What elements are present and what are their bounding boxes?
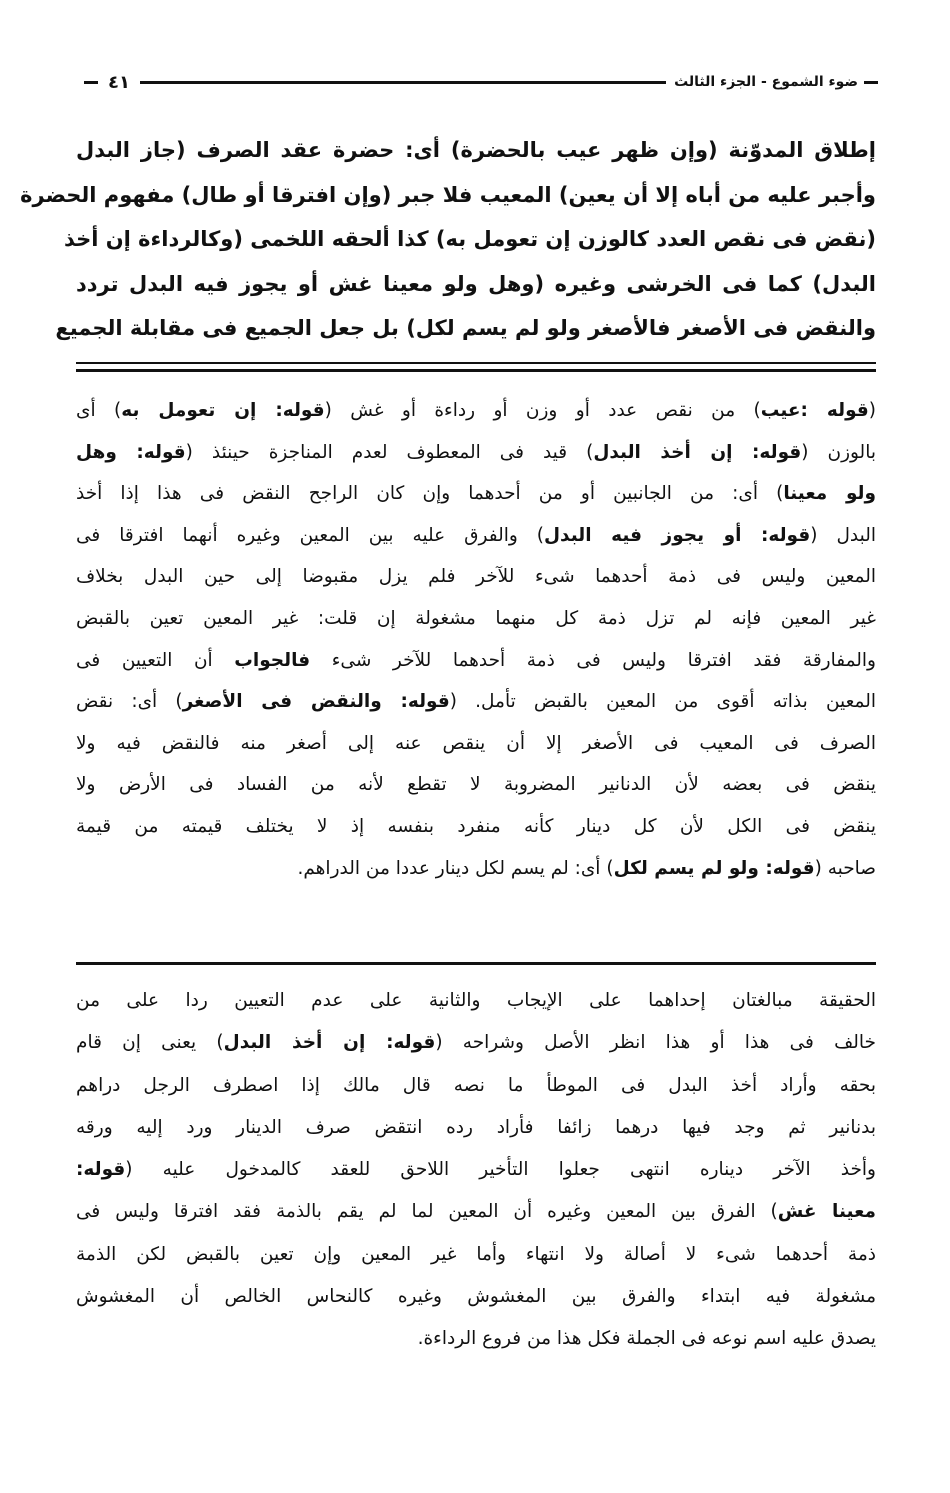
header-rule	[140, 81, 666, 84]
text-line	[76, 556, 876, 598]
bold-quote: قوله: إن أخذ البدل	[223, 1032, 436, 1054]
bold-quote: قوله: وهل	[76, 441, 186, 463]
header-dash	[84, 81, 98, 84]
text-segment: ) قيد فى المعطوف لعدم المناجزة حينئذ (	[185, 441, 594, 463]
text-segment: بحقه وأراد أخذ البدل فى الموطأ ما نصه قال مالك إذا اصطرف الرجل دراهم	[76, 1074, 876, 1096]
text-line	[76, 806, 876, 848]
text-segment: ) والفرق عليه بين المعين وغيره أنهما افترقا فى	[76, 524, 544, 546]
bold-quote: قوله:	[76, 1159, 126, 1181]
text-line	[76, 1149, 876, 1191]
text-segment: الحقيقة مبالغتان إحداهما على الإيجاب والثانية على عدم التعيين ردا على من	[76, 990, 876, 1011]
text-line	[76, 128, 876, 173]
bold-quote: قوله: إن تعومل به	[121, 400, 325, 421]
footnote-text	[76, 980, 876, 1361]
text-segment: خالف فى هذا أو هذا انظر الأصل وشراحه (	[435, 1032, 876, 1054]
text-segment: إطلاق المدوّنة (وإن ظهر عيب بالحضرة) أى: حضرة عقد الصرف (جاز البدل	[76, 138, 876, 162]
text-line	[63, 217, 876, 262]
footnote-separator	[76, 962, 876, 965]
text-segment: المعين بذاته أقوى من المعين بالقبض تأمل. (	[449, 691, 877, 713]
bold-quote: قوله :عيب	[760, 400, 869, 421]
bold-quote: قوله: أو يجوز فيه البدل	[544, 524, 811, 546]
header-dash	[864, 81, 878, 84]
commentary-text	[76, 390, 876, 889]
text-segment: (نقض فى نقص العدد كالوزن إن تعومل به) كذا ألحقه اللخمى (وكالرداءة إن أخذ	[63, 227, 876, 251]
text-line	[76, 1276, 876, 1318]
text-segment: ) من نقص عدد أو وزن أو رداءة أو غش (	[324, 400, 761, 421]
text-line	[76, 1107, 876, 1149]
divider-line	[76, 369, 876, 372]
text-line	[76, 598, 876, 640]
text-segment: بدنانير ثم وجد فيها درهما زائفا فأراد رده انتقض صرف الدينار ورد إليه ورقه	[76, 1116, 876, 1138]
text-line	[55, 306, 876, 351]
text-segment: ) الفرق بين المعين وغيره أن المعين لما لم يقم بالذمة فقد افترقا وليس فى	[76, 1201, 778, 1223]
text-line	[76, 681, 876, 723]
bold-quote: فالجواب	[234, 649, 311, 671]
text-segment: ) أى: نقض	[76, 691, 183, 713]
text-segment: بالوزن (	[801, 441, 876, 463]
text-segment: غير المعين فإنه لم تزل ذمة كل منهما مشغولة إن قلت: غير المعين تعين بالقبض	[76, 607, 876, 629]
text-segment: ) يعنى إن قام	[76, 1032, 224, 1054]
text-line	[76, 848, 876, 890]
text-segment: (	[868, 400, 877, 421]
text-line	[76, 1234, 876, 1276]
bold-quote: قوله: إن أخذ البدل	[593, 441, 802, 463]
text-segment: صاحبه (	[814, 857, 876, 879]
divider-line	[76, 362, 876, 364]
text-segment: ينقض فى بعضه لأن الدنانير المضروبة لا تقطع لأنه من الفساد فى الأرض ولا	[76, 774, 876, 796]
text-segment: والنقض فى الأصغر فالأصغر ولو لم يسم لكل) بل جعل الجميع فى مقابلة الجميع	[55, 316, 876, 340]
text-line	[76, 1022, 876, 1064]
running-header	[78, 70, 878, 94]
text-segment: والمفارقة فقد افترقا وليس فى ذمة أحدهما للآخر شىء	[310, 649, 876, 671]
bold-quote: قوله: والنقض فى الأصغر	[182, 691, 450, 713]
page-number: ٤١	[108, 71, 130, 93]
text-line	[76, 723, 876, 765]
text-segment: وأخذ الآخر ديناره انتهى جعلوا التأخير اللاحق للعقد كالمدخول عليه (	[125, 1159, 876, 1181]
bold-quote: معينا غش	[777, 1201, 876, 1223]
text-segment: ينقض فى الكل لأن كل دينار كأنه منفرد بنفسه إذ لا يختلف قيمته من قيمة	[76, 815, 876, 837]
text-line	[76, 764, 876, 806]
text-segment: البدل) كما فى الخرشى وغيره (وهل ولو معينا غش أو يجوز فيه البدل تردد	[76, 271, 876, 296]
text-line	[76, 432, 876, 474]
text-segment: ) أى	[76, 400, 122, 421]
text-segment: ) أى: لم يسم لكل دينار عددا من الدراهم.	[297, 857, 614, 879]
text-line	[76, 640, 876, 682]
text-line	[76, 262, 876, 307]
bold-quote: قوله: ولو لم يسم لكل	[613, 857, 815, 879]
text-segment: ذمة أحدهما شىء لا أصالة ولا انتهاء وأما غير المعين وإن تعين بالقبض لكن الذمة	[76, 1243, 876, 1265]
text-line	[76, 473, 876, 515]
text-line	[76, 1191, 876, 1233]
text-segment: أن التعيين فى	[76, 649, 235, 671]
text-segment: الصرف فى المعيب فى الأصغر إلا أن ينقص عنه إلى أصغر منه فالنقض فيه ولا	[76, 732, 876, 754]
book-title: ضوء الشموع - الجزء الثالث	[674, 74, 858, 90]
text-line	[76, 1065, 876, 1107]
text-line	[76, 980, 876, 1022]
text-line	[20, 173, 876, 218]
text-segment: البدل (	[810, 524, 876, 546]
text-line	[76, 1318, 876, 1360]
text-line	[76, 390, 876, 432]
text-segment: يصدق عليه اسم نوعه فى الجملة فكل هذا من فروع الرداءة.	[417, 1328, 876, 1350]
bold-quote: ولو معينا	[783, 483, 876, 505]
text-segment: مشغولة فيه ابتداء والفرق بين المغشوش وغيره كالنحاس الخالص أن المغشوش	[76, 1286, 876, 1308]
text-segment: وأجبر عليه من أباه إلا أن يعين) المعيب فلا جبر (وإن افترقا أو طال) مفهوم الحضرة	[20, 182, 876, 207]
main-text	[20, 128, 876, 351]
text-segment: ) أى: من الجانبين أو من أحدهما وإن كان الراجح النقض فى هذا إذا أخذ	[76, 483, 784, 505]
text-line	[76, 515, 876, 557]
text-segment: المعين وليس فى ذمة أحدهما شىء للآخر فلم يزل مقبوضا إلى حين البدل بخلاف	[76, 566, 876, 588]
